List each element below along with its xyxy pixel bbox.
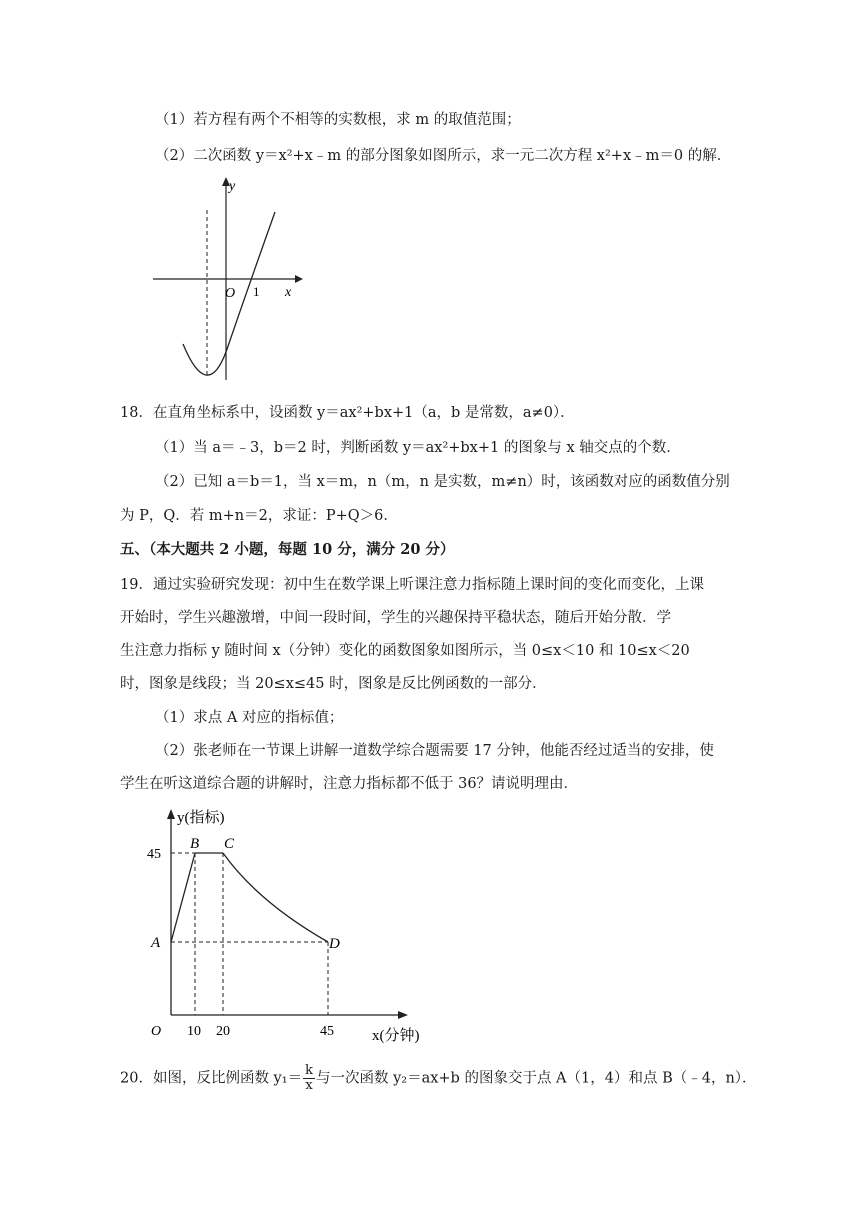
q20-line	[120, 1064, 757, 1093]
section-heading: 五、（本大题共 2 小题，每题 10 分，满分 20 分）	[120, 541, 455, 558]
graph-x-axis-arrow	[398, 1011, 408, 1019]
point-b-label: B	[190, 836, 200, 852]
q20-suffix: 与一次函数 y₂＝ax+b 的图象交于点 A（1，4）和点 B（﹣4，n）．	[315, 1070, 757, 1087]
q19-part2-line1: （2）张老师在一节课上讲解一道数学综合题需要 17 分钟，他能否经过适当的安排，使	[155, 743, 714, 759]
q20-frac-num: k	[305, 1063, 313, 1078]
q18-part1: （1）当 a＝﹣3，b＝2 时，判断函数 y＝ax²+bx+1 的图象与 x 轴交点的个数．	[155, 440, 681, 456]
x-axis-arrow	[295, 275, 303, 283]
q20-fraction	[303, 1064, 315, 1093]
q19-line2: 开始时，学生兴趣激增，中间一段时间，学生的兴趣保持平稳状态，随后开始分散．学	[120, 610, 671, 626]
tick-10: 10	[187, 1024, 201, 1039]
parabola-figure	[145, 172, 315, 387]
tick-45-x: 45	[320, 1024, 334, 1039]
q19-part2-line2: 学生在听这道综合题的讲解时，注意力指标都不低于 36？请说明理由．	[120, 776, 579, 792]
q20-prefix: 20．如图，反比例函数 y₁＝	[120, 1070, 303, 1087]
q18-part2-line1: （2）已知 a＝b＝1，当 x＝m，n（m，n 是实数，m≠n）时，该函数对应的函数值分别	[155, 474, 730, 490]
q19-part1: （1）求点 A 对应的指标值；	[155, 710, 344, 726]
label-x: x	[285, 285, 292, 300]
q19-line1: 19．通过实验研究发现：初中生在数学课上听课注意力指标随上课时间的变化而变化，上课	[120, 577, 704, 593]
point-d-label: D	[329, 936, 340, 952]
tick-45-y: 45	[147, 847, 161, 862]
label-y: y	[229, 179, 236, 194]
y-axis-label: y(指标)	[177, 810, 225, 826]
graph-y-axis-arrow	[167, 809, 175, 819]
label-origin: O	[225, 286, 236, 301]
attention-graph	[140, 802, 450, 1047]
q19-line3: 生注意力指标 y 随时间 x（分钟）变化的函数图象如图所示，当 0≤x＜10 和 10≤x＜20	[120, 643, 690, 659]
label-one: 1	[253, 284, 260, 299]
q17-part2: （2）二次函数 y＝x²+x﹣m 的部分图象如图所示，求一元二次方程 x²+x﹣m＝0 的解．	[155, 148, 732, 164]
point-a-label: A	[151, 935, 161, 951]
tick-20: 20	[216, 1024, 230, 1039]
q18-stem: 18．在直角坐标系中，设函数 y＝ax²+bx+1（a，b 是常数，a≠0）．	[120, 405, 575, 421]
segment-ab	[171, 853, 195, 942]
curve-cd	[223, 853, 328, 942]
origin-label: O	[151, 1024, 162, 1039]
q20-frac-den: x	[305, 1078, 313, 1093]
q17-part1: （1）若方程有两个不相等的实数根，求 m 的取值范围；	[155, 112, 521, 128]
q19-line4: 时，图象是线段；当 20≤x≤45 时，图象是反比例函数的一部分．	[120, 676, 547, 692]
x-axis-label: x(分钟)	[372, 1028, 420, 1044]
q18-part2-line2: 为 P，Q．若 m+n＝2，求证：P+Q＞6．	[120, 508, 398, 524]
point-c-label: C	[224, 836, 235, 852]
